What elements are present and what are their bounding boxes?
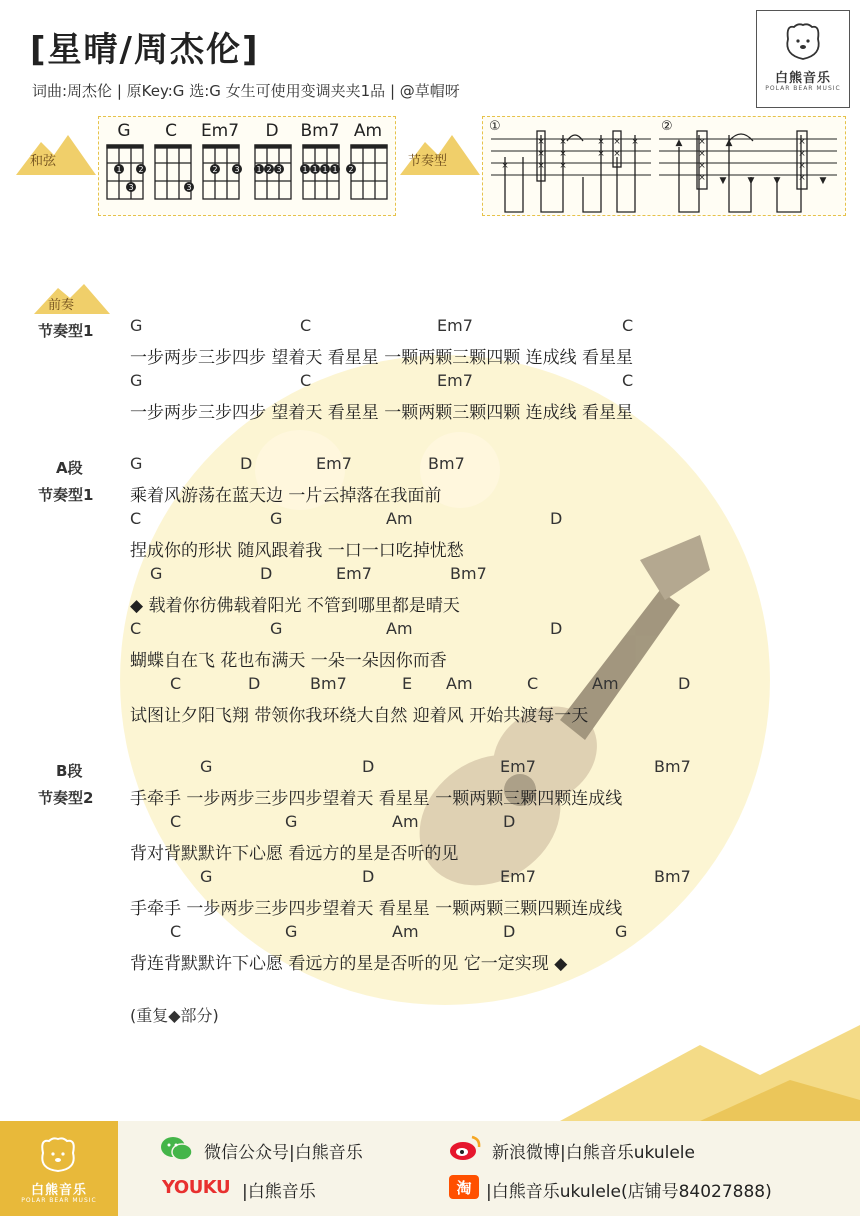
svg-text:×: × xyxy=(537,137,545,147)
chord-symbol: Am xyxy=(392,812,419,831)
chord-symbol: D xyxy=(260,564,273,583)
section-b-label: B段 xyxy=(56,762,83,780)
svg-text:▼: ▼ xyxy=(747,176,755,186)
chord-symbol: Am xyxy=(386,509,413,528)
svg-text:×: × xyxy=(798,173,806,183)
chord-symbol: Em7 xyxy=(336,564,372,583)
chord-symbol: G xyxy=(285,922,298,941)
chord-symbol: D xyxy=(550,509,563,528)
section-a-rhythm-label: 节奏型1 xyxy=(38,486,94,504)
chord-name: Bm7 xyxy=(300,121,340,141)
chord-symbol: D xyxy=(503,812,516,831)
chord-symbol: C xyxy=(130,509,142,528)
svg-text:▼: ▼ xyxy=(819,176,827,186)
chord-symbol: Bm7 xyxy=(310,674,347,693)
chord-symbol: Bm7 xyxy=(654,867,691,886)
chord-symbol: Bm7 xyxy=(428,454,465,473)
svg-text:▼: ▼ xyxy=(773,176,781,186)
chord-symbol: D xyxy=(503,922,516,941)
chord-panel-label: 和弦 xyxy=(30,154,57,169)
chord-symbol: C xyxy=(622,371,634,390)
logo-text: 白熊音乐 xyxy=(774,71,831,86)
footer-logo xyxy=(0,1121,118,1216)
intro-label: 前奏 xyxy=(48,298,75,313)
svg-text:1: 1 xyxy=(312,165,318,174)
svg-text:×: × xyxy=(537,161,545,171)
chord-name: C xyxy=(165,121,177,141)
chord-symbol: G xyxy=(270,619,283,638)
section-a-label: A段 xyxy=(56,459,83,477)
svg-text:3: 3 xyxy=(128,183,134,192)
chord-symbol: G xyxy=(285,812,298,831)
chord-symbol: G xyxy=(200,757,213,776)
chord-name: G xyxy=(117,121,131,141)
polar-bear-icon xyxy=(38,1135,78,1173)
chord-symbol: C xyxy=(300,371,312,390)
chord-symbol: Am xyxy=(386,619,413,638)
chord-symbol: D xyxy=(248,674,261,693)
chord-name: Em7 xyxy=(200,121,240,141)
brand-logo xyxy=(756,10,850,108)
svg-text:1: 1 xyxy=(302,165,308,174)
chord-symbol: Am xyxy=(592,674,619,693)
chord-symbol: D xyxy=(362,757,375,776)
svg-text:×: × xyxy=(559,149,567,159)
chord-symbol: C xyxy=(170,922,182,941)
svg-text:×: × xyxy=(537,149,545,159)
lyric-line: 背连背默默许下心愿 看远方的星是否听的见 它一定实现 ◆ xyxy=(130,954,568,974)
svg-text:×: × xyxy=(613,137,621,147)
chord-symbol: G xyxy=(270,509,283,528)
chord-symbol: G xyxy=(130,316,143,335)
svg-text:×: × xyxy=(631,137,639,147)
svg-text:×: × xyxy=(597,149,605,159)
chord-symbol: Em7 xyxy=(316,454,352,473)
svg-text:×: × xyxy=(698,137,706,147)
chord-symbol: D xyxy=(678,674,691,693)
chord-symbol: Am xyxy=(392,922,419,941)
youku-account[interactable]: |白熊音乐 xyxy=(242,1182,316,1202)
chord-symbol: Em7 xyxy=(437,316,473,335)
chord-symbol: C xyxy=(622,316,634,335)
svg-text:×: × xyxy=(613,149,621,159)
chord-symbol: G xyxy=(130,371,143,390)
svg-text:×: × xyxy=(798,161,806,171)
rhythm-notation xyxy=(483,117,845,215)
chord-symbol: C xyxy=(170,812,182,831)
lyric-line: 手牵手 一步两步三步四步望着天 看星星 一颗两颗三颗四颗连成线 xyxy=(130,899,623,919)
chord-symbol: Bm7 xyxy=(654,757,691,776)
page-title: [星晴/周杰伦] xyxy=(30,30,260,70)
chord-fretboards xyxy=(99,117,395,215)
chord-symbol: Am xyxy=(446,674,473,693)
svg-text:▼: ▼ xyxy=(719,176,727,186)
youku-logo: YOUKU xyxy=(162,1177,231,1198)
svg-text:3: 3 xyxy=(234,165,240,174)
lyric-line: 捏成你的形状 随风跟着我 一口一口吃掉忧愁 xyxy=(130,541,464,561)
svg-text:×: × xyxy=(798,137,806,147)
logo-subtext: POLAR BEAR MUSIC xyxy=(765,85,841,92)
rhythm-pattern-2-label: ② xyxy=(661,119,673,134)
chord-symbol: G xyxy=(150,564,163,583)
lyric-line: 试图让夕阳飞翔 带领你我环绕大自然 迎着风 开始共渡每一天 xyxy=(130,706,589,726)
svg-text:淘: 淘 xyxy=(456,1179,472,1197)
chord-symbol: E xyxy=(402,674,413,693)
svg-text:2: 2 xyxy=(348,165,354,174)
lyric-line: 乘着风游荡在蓝天边 一片云掉落在我面前 xyxy=(130,486,442,506)
lyric-line: 手牵手 一步两步三步四步望着天 看星星 一颗两颗三颗四颗连成线 xyxy=(130,789,623,809)
svg-text:1: 1 xyxy=(332,165,338,174)
weibo-account[interactable]: 新浪微博|白熊音乐ukulele xyxy=(492,1143,695,1163)
repeat-note: (重复◆部分) xyxy=(130,1006,219,1025)
intro-rhythm-label: 节奏型1 xyxy=(38,322,94,340)
chord-symbol: G xyxy=(130,454,143,473)
chord-symbol: Bm7 xyxy=(450,564,487,583)
taobao-icon xyxy=(448,1173,480,1201)
lyric-line: 背对背默默许下心愿 看远方的星是否听的见 xyxy=(130,844,459,864)
chord-symbol: D xyxy=(240,454,253,473)
svg-text:▲: ▲ xyxy=(725,138,733,148)
chord-symbol: C xyxy=(170,674,182,693)
svg-text:×: × xyxy=(698,161,706,171)
song-info: 词曲:周杰伦 | 原Key:G 选:G 女生可使用变调夹夹1品 | @草帽呀 xyxy=(32,82,460,100)
chord-symbol: C xyxy=(300,316,312,335)
svg-text:3: 3 xyxy=(186,183,192,192)
rhythm-panel-label: 节奏型 xyxy=(408,154,448,169)
svg-text:1: 1 xyxy=(256,165,262,174)
footer-logo-text: 白熊音乐 xyxy=(30,1183,87,1198)
chord-symbol: Em7 xyxy=(500,757,536,776)
polar-bear-icon xyxy=(784,21,822,61)
svg-text:1: 1 xyxy=(116,165,122,174)
lyric-line: 一步两步三步四步 望着天 看星星 一颗两颗三颗四颗 连成线 看星星 xyxy=(130,348,634,368)
svg-text:3: 3 xyxy=(276,165,282,174)
svg-text:×: × xyxy=(559,137,567,147)
lyric-line: 蝴蝶自在飞 花也布满天 一朵一朵因你而香 xyxy=(130,651,447,671)
chord-symbol: D xyxy=(362,867,375,886)
svg-text:1: 1 xyxy=(322,165,328,174)
chord-symbol: Em7 xyxy=(500,867,536,886)
chord-symbol: C xyxy=(527,674,539,693)
chord-symbol: G xyxy=(200,867,213,886)
svg-text:2: 2 xyxy=(212,165,218,174)
svg-text:×: × xyxy=(501,161,509,171)
svg-text:×: × xyxy=(698,149,706,159)
svg-text:2: 2 xyxy=(138,165,144,174)
section-b-rhythm-label: 节奏型2 xyxy=(38,789,94,807)
chord-symbol: D xyxy=(550,619,563,638)
svg-text:×: × xyxy=(597,137,605,147)
lyric-line: ◆ 载着你彷佛载着阳光 不管到哪里都是晴天 xyxy=(130,596,460,616)
svg-text:×: × xyxy=(698,173,706,183)
chord-symbol: C xyxy=(130,619,142,638)
wechat-account[interactable]: 微信公众号|白熊音乐 xyxy=(204,1143,363,1163)
chord-symbol: Em7 xyxy=(437,371,473,390)
footer xyxy=(0,1121,860,1216)
lyric-line: 一步两步三步四步 望着天 看星星 一颗两颗三颗四颗 连成线 看星星 xyxy=(130,403,634,423)
chord-panel xyxy=(98,116,396,216)
rhythm-pattern-1-label: ① xyxy=(489,119,501,134)
chord-name: D xyxy=(265,121,279,141)
rhythm-panel xyxy=(482,116,846,216)
chord-symbol: G xyxy=(615,922,628,941)
svg-text:▲: ▲ xyxy=(675,138,683,148)
weibo-icon xyxy=(448,1133,482,1163)
taobao-shop[interactable]: |白熊音乐ukulele(店铺号84027888) xyxy=(486,1182,772,1202)
svg-text:2: 2 xyxy=(266,165,272,174)
footer-logo-subtext: POLAR BEAR MUSIC xyxy=(21,1197,97,1204)
svg-text:×: × xyxy=(559,161,567,171)
chord-name: Am xyxy=(353,121,383,141)
wechat-icon xyxy=(160,1135,194,1163)
svg-text:×: × xyxy=(798,149,806,159)
